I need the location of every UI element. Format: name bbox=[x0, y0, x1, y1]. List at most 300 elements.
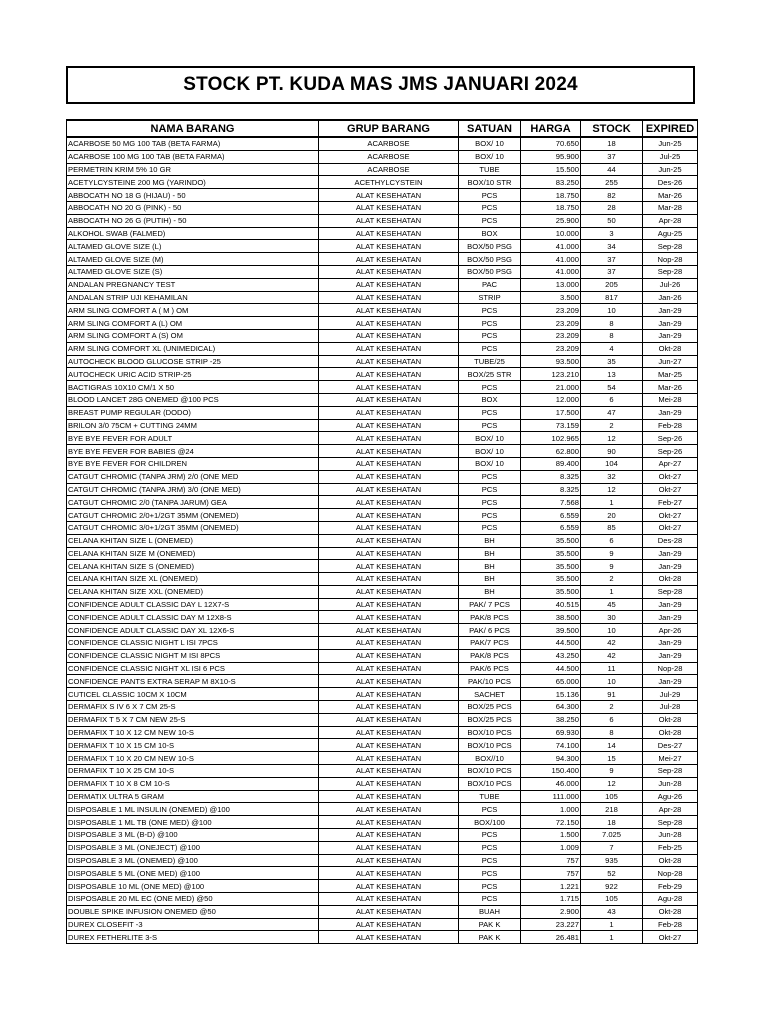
cell-expired: Jun-27 bbox=[643, 355, 698, 368]
cell-stock: 14 bbox=[581, 739, 643, 752]
cell-harga: 95.900 bbox=[521, 150, 581, 163]
cell-expired: Jul-29 bbox=[643, 688, 698, 701]
table-row bbox=[67, 534, 698, 547]
cell-nama-barang: CONFIDENCE PANTS EXTRA SERAP M 8X10-S bbox=[67, 675, 319, 688]
cell-stock: 3 bbox=[581, 227, 643, 240]
table-row bbox=[67, 918, 698, 931]
cell-expired: Mar-28 bbox=[643, 201, 698, 214]
cell-harga: 35.500 bbox=[521, 573, 581, 586]
cell-expired: Apr-27 bbox=[643, 457, 698, 470]
cell-stock: 20 bbox=[581, 509, 643, 522]
cell-stock: 2 bbox=[581, 701, 643, 714]
cell-harga: 89.400 bbox=[521, 457, 581, 470]
cell-nama-barang: ALTAMED GLOVE SIZE (M) bbox=[67, 253, 319, 266]
cell-harga: 35.500 bbox=[521, 547, 581, 560]
cell-stock: 37 bbox=[581, 265, 643, 278]
cell-harga: 72.150 bbox=[521, 816, 581, 829]
cell-grup-barang: ALAT KESEHATAN bbox=[319, 445, 459, 458]
table-row bbox=[67, 893, 698, 906]
cell-nama-barang: DERMAFIX T 10 X 15 CM 10-S bbox=[67, 739, 319, 752]
cell-stock: 47 bbox=[581, 406, 643, 419]
table-row bbox=[67, 816, 698, 829]
cell-expired: Sep-28 bbox=[643, 265, 698, 278]
cell-nama-barang: CELANA KHITAN SIZE XXL (ONEMED) bbox=[67, 585, 319, 598]
cell-grup-barang: ALAT KESEHATAN bbox=[319, 688, 459, 701]
cell-grup-barang: ALAT KESEHATAN bbox=[319, 662, 459, 675]
cell-grup-barang: ALAT KESEHATAN bbox=[319, 739, 459, 752]
table-row bbox=[67, 931, 698, 944]
cell-satuan: PAC bbox=[459, 278, 521, 291]
cell-grup-barang: ALAT KESEHATAN bbox=[319, 368, 459, 381]
cell-harga: 23.227 bbox=[521, 918, 581, 931]
cell-stock: 8 bbox=[581, 329, 643, 342]
cell-satuan: TUBE bbox=[459, 163, 521, 176]
cell-satuan: BOX/50 PSG bbox=[459, 265, 521, 278]
cell-harga: 44.500 bbox=[521, 662, 581, 675]
cell-harga: 38.500 bbox=[521, 611, 581, 624]
table-row bbox=[67, 547, 698, 560]
cell-grup-barang: ACARBOSE bbox=[319, 137, 459, 150]
cell-nama-barang: PERMETRIN KRIM 5% 10 GR bbox=[67, 163, 319, 176]
cell-stock: 34 bbox=[581, 240, 643, 253]
cell-grup-barang: ALAT KESEHATAN bbox=[319, 265, 459, 278]
cell-grup-barang: ALAT KESEHATAN bbox=[319, 483, 459, 496]
cell-expired: Sep-26 bbox=[643, 445, 698, 458]
cell-grup-barang: ALAT KESEHATAN bbox=[319, 854, 459, 867]
table-row bbox=[67, 829, 698, 842]
table-row bbox=[67, 637, 698, 650]
cell-expired: Okt-28 bbox=[643, 854, 698, 867]
cell-grup-barang: ALAT KESEHATAN bbox=[319, 585, 459, 598]
cell-grup-barang: ALAT KESEHATAN bbox=[319, 765, 459, 778]
cell-grup-barang: ALAT KESEHATAN bbox=[319, 752, 459, 765]
cell-grup-barang: ALAT KESEHATAN bbox=[319, 457, 459, 470]
cell-satuan: BH bbox=[459, 534, 521, 547]
cell-expired: Jun-28 bbox=[643, 777, 698, 790]
table-row bbox=[67, 598, 698, 611]
cell-expired: Des-28 bbox=[643, 534, 698, 547]
cell-satuan: PCS bbox=[459, 201, 521, 214]
cell-grup-barang: ALAT KESEHATAN bbox=[319, 611, 459, 624]
cell-nama-barang: ANDALAN PREGNANCY TEST bbox=[67, 278, 319, 291]
table-row bbox=[67, 841, 698, 854]
cell-grup-barang: ALAT KESEHATAN bbox=[319, 534, 459, 547]
cell-expired: Mei-27 bbox=[643, 752, 698, 765]
table-row bbox=[67, 406, 698, 419]
cell-expired: Jan-29 bbox=[643, 637, 698, 650]
cell-satuan: PAK/ 6 PCS bbox=[459, 624, 521, 637]
cell-satuan: PCS bbox=[459, 406, 521, 419]
cell-grup-barang: ALAT KESEHATAN bbox=[319, 918, 459, 931]
cell-satuan: PCS bbox=[459, 470, 521, 483]
cell-satuan: BOX/25 PCS bbox=[459, 701, 521, 714]
cell-satuan: PCS bbox=[459, 509, 521, 522]
cell-grup-barang: ALAT KESEHATAN bbox=[319, 880, 459, 893]
cell-harga: 65.000 bbox=[521, 675, 581, 688]
table-row bbox=[67, 739, 698, 752]
table-row bbox=[67, 573, 698, 586]
cell-nama-barang: DERMATIX ULTRA 5 GRAM bbox=[67, 790, 319, 803]
table-row bbox=[67, 253, 698, 266]
cell-nama-barang: DISPOSABLE 3 ML (ONEJECT) @100 bbox=[67, 841, 319, 854]
cell-harga: 74.100 bbox=[521, 739, 581, 752]
cell-nama-barang: DISPOSABLE 1 ML TB (ONE MED) @100 bbox=[67, 816, 319, 829]
cell-nama-barang: DISPOSABLE 5 ML (ONE MED) @100 bbox=[67, 867, 319, 880]
cell-satuan: PCS bbox=[459, 381, 521, 394]
cell-expired: Okt-27 bbox=[643, 521, 698, 534]
cell-satuan: PCS bbox=[459, 214, 521, 227]
table-row bbox=[67, 726, 698, 739]
cell-stock: 10 bbox=[581, 675, 643, 688]
cell-nama-barang: DISPOSABLE 10 ML (ONE MED) @100 bbox=[67, 880, 319, 893]
cell-expired: Jan-29 bbox=[643, 329, 698, 342]
cell-grup-barang: ALAT KESEHATAN bbox=[319, 803, 459, 816]
cell-harga: 35.500 bbox=[521, 560, 581, 573]
cell-satuan: BOX/10 PCS bbox=[459, 765, 521, 778]
cell-nama-barang: ANDALAN STRIP UJI KEHAMILAN bbox=[67, 291, 319, 304]
cell-grup-barang: ALAT KESEHATAN bbox=[319, 214, 459, 227]
cell-grup-barang: ALAT KESEHATAN bbox=[319, 547, 459, 560]
table-row bbox=[67, 662, 698, 675]
cell-grup-barang: ALAT KESEHATAN bbox=[319, 470, 459, 483]
cell-satuan: BOX/50 PSG bbox=[459, 253, 521, 266]
cell-nama-barang: CATGUT CHROMIC 3/0+1/2GT 35MM (ONEMED) bbox=[67, 521, 319, 534]
cell-satuan: PAK/ 7 PCS bbox=[459, 598, 521, 611]
cell-nama-barang: CONFIDENCE CLASSIC NIGHT M ISI 8PCS bbox=[67, 649, 319, 662]
table-row bbox=[67, 560, 698, 573]
cell-satuan: PAK/10 PCS bbox=[459, 675, 521, 688]
table-row bbox=[67, 752, 698, 765]
cell-stock: 8 bbox=[581, 726, 643, 739]
cell-satuan: BH bbox=[459, 585, 521, 598]
cell-harga: 64.300 bbox=[521, 701, 581, 714]
cell-nama-barang: ARM SLING COMFORT A (S) OM bbox=[67, 329, 319, 342]
cell-nama-barang: CELANA KHITAN SIZE L (ONEMED) bbox=[67, 534, 319, 547]
cell-stock: 28 bbox=[581, 201, 643, 214]
cell-grup-barang: ALAT KESEHATAN bbox=[319, 355, 459, 368]
cell-satuan: PCS bbox=[459, 893, 521, 906]
cell-expired: Okt-28 bbox=[643, 905, 698, 918]
cell-satuan: PAK K bbox=[459, 918, 521, 931]
cell-nama-barang: CONFIDENCE ADULT CLASSIC DAY M 12X8-S bbox=[67, 611, 319, 624]
cell-grup-barang: ALAT KESEHATAN bbox=[319, 201, 459, 214]
cell-nama-barang: BYE BYE FEVER FOR CHILDREN bbox=[67, 457, 319, 470]
cell-stock: 12 bbox=[581, 432, 643, 445]
cell-nama-barang: CATGUT CHROMIC 2/0 (TANPA JARUM) GEA bbox=[67, 496, 319, 509]
cell-satuan: TUBE/25 bbox=[459, 355, 521, 368]
cell-grup-barang: ALAT KESEHATAN bbox=[319, 393, 459, 406]
cell-grup-barang: ALAT KESEHATAN bbox=[319, 560, 459, 573]
table-row bbox=[67, 496, 698, 509]
cell-nama-barang: DERMAFIX T 5 X 7 CM NEW 25-S bbox=[67, 713, 319, 726]
table-row bbox=[67, 585, 698, 598]
cell-satuan: BOX bbox=[459, 227, 521, 240]
cell-harga: 1.500 bbox=[521, 829, 581, 842]
cell-stock: 90 bbox=[581, 445, 643, 458]
cell-satuan: PCS bbox=[459, 829, 521, 842]
table-row bbox=[67, 342, 698, 355]
cell-expired: Apr-28 bbox=[643, 214, 698, 227]
cell-expired: Okt-28 bbox=[643, 573, 698, 586]
cell-nama-barang: DOUBLE SPIKE INFUSION ONEMED @50 bbox=[67, 905, 319, 918]
cell-nama-barang: AUTOCHECK URIC ACID STRIP-25 bbox=[67, 368, 319, 381]
cell-expired: Des-27 bbox=[643, 739, 698, 752]
table-row bbox=[67, 291, 698, 304]
table-row bbox=[67, 368, 698, 381]
cell-stock: 1 bbox=[581, 918, 643, 931]
cell-expired: Okt-28 bbox=[643, 726, 698, 739]
cell-nama-barang: DUREX CLOSEFIT -3 bbox=[67, 918, 319, 931]
table-row bbox=[67, 432, 698, 445]
cell-expired: Agu-26 bbox=[643, 790, 698, 803]
cell-nama-barang: DISPOSABLE 3 ML (B-D) @100 bbox=[67, 829, 319, 842]
cell-grup-barang: ALAT KESEHATAN bbox=[319, 304, 459, 317]
cell-satuan: BOX/ 10 bbox=[459, 150, 521, 163]
cell-harga: 8.325 bbox=[521, 470, 581, 483]
cell-expired: Mei-28 bbox=[643, 393, 698, 406]
cell-nama-barang: DERMAFIX T 10 X 25 CM 10-S bbox=[67, 765, 319, 778]
cell-satuan: PCS bbox=[459, 867, 521, 880]
cell-grup-barang: ALAT KESEHATAN bbox=[319, 675, 459, 688]
cell-satuan: PAK/8 PCS bbox=[459, 611, 521, 624]
cell-nama-barang: CELANA KHITAN SIZE M (ONEMED) bbox=[67, 547, 319, 560]
cell-harga: 40.515 bbox=[521, 598, 581, 611]
cell-expired: Jun-25 bbox=[643, 163, 698, 176]
cell-expired: Jan-29 bbox=[643, 598, 698, 611]
cell-harga: 26.481 bbox=[521, 931, 581, 944]
table-row bbox=[67, 713, 698, 726]
cell-nama-barang: DISPOSABLE 3 ML (ONEMED) @100 bbox=[67, 854, 319, 867]
table-row bbox=[67, 854, 698, 867]
cell-satuan: PCS bbox=[459, 841, 521, 854]
cell-satuan: SACHET bbox=[459, 688, 521, 701]
cell-stock: 10 bbox=[581, 304, 643, 317]
cell-stock: 45 bbox=[581, 598, 643, 611]
cell-nama-barang: BYE BYE FEVER FOR BABIES @24 bbox=[67, 445, 319, 458]
cell-nama-barang: DERMAFIX T 10 X 8 CM 10-S bbox=[67, 777, 319, 790]
cell-satuan: PCS bbox=[459, 342, 521, 355]
cell-stock: 104 bbox=[581, 457, 643, 470]
cell-satuan: BH bbox=[459, 547, 521, 560]
cell-harga: 41.000 bbox=[521, 265, 581, 278]
cell-stock: 54 bbox=[581, 381, 643, 394]
cell-grup-barang: ALAT KESEHATAN bbox=[319, 329, 459, 342]
cell-satuan: BOX/10 PCS bbox=[459, 777, 521, 790]
table-row bbox=[67, 803, 698, 816]
cell-grup-barang: ALAT KESEHATAN bbox=[319, 189, 459, 202]
cell-harga: 73.159 bbox=[521, 419, 581, 432]
cell-expired: Sep-28 bbox=[643, 585, 698, 598]
cell-stock: 15 bbox=[581, 752, 643, 765]
cell-harga: 123.210 bbox=[521, 368, 581, 381]
cell-harga: 23.209 bbox=[521, 304, 581, 317]
cell-nama-barang: ACARBOSE 100 MG 100 TAB (BETA FARMA) bbox=[67, 150, 319, 163]
cell-satuan: PAK/6 PCS bbox=[459, 662, 521, 675]
cell-nama-barang: CATGUT CHROMIC (TANPA JRM) 3/0 (ONE MED) bbox=[67, 483, 319, 496]
cell-nama-barang: ALTAMED GLOVE SIZE (S) bbox=[67, 265, 319, 278]
cell-harga: 6.559 bbox=[521, 521, 581, 534]
cell-harga: 93.500 bbox=[521, 355, 581, 368]
cell-harga: 13.000 bbox=[521, 278, 581, 291]
cell-nama-barang: ALTAMED GLOVE SIZE (L) bbox=[67, 240, 319, 253]
cell-nama-barang: CONFIDENCE CLASSIC NIGHT L ISI 7PCS bbox=[67, 637, 319, 650]
cell-nama-barang: BRILON 3/0 75CM + CUTTING 24MM bbox=[67, 419, 319, 432]
cell-grup-barang: ACARBOSE bbox=[319, 150, 459, 163]
header-harga: HARGA bbox=[521, 120, 581, 137]
cell-expired: Okt-28 bbox=[643, 713, 698, 726]
table-row bbox=[67, 355, 698, 368]
cell-harga: 18.750 bbox=[521, 189, 581, 202]
cell-expired: Sep-28 bbox=[643, 240, 698, 253]
cell-stock: 2 bbox=[581, 573, 643, 586]
cell-stock: 37 bbox=[581, 150, 643, 163]
cell-expired: Jun-28 bbox=[643, 829, 698, 842]
cell-stock: 12 bbox=[581, 777, 643, 790]
cell-satuan: PCS bbox=[459, 329, 521, 342]
table-row bbox=[67, 624, 698, 637]
cell-satuan: PCS bbox=[459, 317, 521, 330]
cell-stock: 30 bbox=[581, 611, 643, 624]
cell-stock: 52 bbox=[581, 867, 643, 880]
table-row bbox=[67, 649, 698, 662]
cell-expired: Okt-27 bbox=[643, 931, 698, 944]
cell-stock: 2 bbox=[581, 419, 643, 432]
cell-grup-barang: ALAT KESEHATAN bbox=[319, 381, 459, 394]
cell-satuan: BOX/10 PCS bbox=[459, 739, 521, 752]
cell-stock: 1 bbox=[581, 496, 643, 509]
cell-harga: 6.559 bbox=[521, 509, 581, 522]
cell-satuan: BH bbox=[459, 560, 521, 573]
cell-stock: 32 bbox=[581, 470, 643, 483]
cell-satuan: BOX/10 STR bbox=[459, 176, 521, 189]
cell-expired: Jan-29 bbox=[643, 317, 698, 330]
cell-harga: 62.800 bbox=[521, 445, 581, 458]
cell-expired: Mar-26 bbox=[643, 189, 698, 202]
cell-satuan: PCS bbox=[459, 880, 521, 893]
cell-grup-barang: ALAT KESEHATAN bbox=[319, 816, 459, 829]
cell-expired: Mar-26 bbox=[643, 381, 698, 394]
cell-grup-barang: ACETHYLCYSTEIN bbox=[319, 176, 459, 189]
cell-harga: 25.900 bbox=[521, 214, 581, 227]
cell-expired: Jan-26 bbox=[643, 291, 698, 304]
table-row bbox=[67, 393, 698, 406]
table-row bbox=[67, 867, 698, 880]
cell-expired: Okt-27 bbox=[643, 470, 698, 483]
table-row bbox=[67, 304, 698, 317]
cell-expired: Jan-29 bbox=[643, 406, 698, 419]
cell-satuan: PAK K bbox=[459, 931, 521, 944]
cell-stock: 1 bbox=[581, 931, 643, 944]
cell-stock: 8 bbox=[581, 317, 643, 330]
cell-nama-barang: DUREX FETHERLITE 3-S bbox=[67, 931, 319, 944]
cell-expired: Agu-25 bbox=[643, 227, 698, 240]
cell-harga: 102.965 bbox=[521, 432, 581, 445]
cell-harga: 17.500 bbox=[521, 406, 581, 419]
cell-harga: 35.500 bbox=[521, 534, 581, 547]
cell-stock: 85 bbox=[581, 521, 643, 534]
cell-expired: Feb-28 bbox=[643, 419, 698, 432]
cell-nama-barang: ARM SLING COMFORT A ( M ) OM bbox=[67, 304, 319, 317]
cell-harga: 18.750 bbox=[521, 201, 581, 214]
cell-grup-barang: ALAT KESEHATAN bbox=[319, 790, 459, 803]
cell-harga: 1.000 bbox=[521, 803, 581, 816]
cell-expired: Feb-28 bbox=[643, 918, 698, 931]
cell-harga: 757 bbox=[521, 867, 581, 880]
cell-grup-barang: ALAT KESEHATAN bbox=[319, 253, 459, 266]
cell-harga: 15.500 bbox=[521, 163, 581, 176]
cell-harga: 23.209 bbox=[521, 317, 581, 330]
cell-satuan: PCS bbox=[459, 521, 521, 534]
table-row bbox=[67, 163, 698, 176]
table-row bbox=[67, 905, 698, 918]
cell-satuan: BUAH bbox=[459, 905, 521, 918]
cell-satuan: PCS bbox=[459, 189, 521, 202]
cell-grup-barang: ALAT KESEHATAN bbox=[319, 291, 459, 304]
cell-stock: 6 bbox=[581, 713, 643, 726]
cell-harga: 44.500 bbox=[521, 637, 581, 650]
cell-stock: 9 bbox=[581, 560, 643, 573]
cell-expired: Nop-28 bbox=[643, 253, 698, 266]
cell-grup-barang: ALAT KESEHATAN bbox=[319, 573, 459, 586]
table-row bbox=[67, 227, 698, 240]
cell-stock: 82 bbox=[581, 189, 643, 202]
cell-expired: Jan-29 bbox=[643, 560, 698, 573]
table-row bbox=[67, 765, 698, 778]
table-row bbox=[67, 214, 698, 227]
table-row bbox=[67, 150, 698, 163]
cell-harga: 2.900 bbox=[521, 905, 581, 918]
cell-expired: Jul-28 bbox=[643, 701, 698, 714]
cell-grup-barang: ALAT KESEHATAN bbox=[319, 841, 459, 854]
cell-satuan: PAK/8 PCS bbox=[459, 649, 521, 662]
cell-nama-barang: DISPOSABLE 1 ML INSULIN (ONEMED) @100 bbox=[67, 803, 319, 816]
cell-grup-barang: ALAT KESEHATAN bbox=[319, 829, 459, 842]
cell-grup-barang: ALAT KESEHATAN bbox=[319, 521, 459, 534]
cell-stock: 91 bbox=[581, 688, 643, 701]
cell-expired: Sep-26 bbox=[643, 432, 698, 445]
cell-harga: 35.500 bbox=[521, 585, 581, 598]
table-row bbox=[67, 240, 698, 253]
cell-grup-barang: ALAT KESEHATAN bbox=[319, 701, 459, 714]
cell-nama-barang: CONFIDENCE CLASSIC NIGHT XL ISI 6 PCS bbox=[67, 662, 319, 675]
cell-satuan: BH bbox=[459, 573, 521, 586]
cell-grup-barang: ACARBOSE bbox=[319, 163, 459, 176]
cell-grup-barang: ALAT KESEHATAN bbox=[319, 432, 459, 445]
cell-expired: Sep-28 bbox=[643, 765, 698, 778]
cell-expired: Feb-29 bbox=[643, 880, 698, 893]
cell-stock: 218 bbox=[581, 803, 643, 816]
cell-expired: Mar-25 bbox=[643, 368, 698, 381]
cell-grup-barang: ALAT KESEHATAN bbox=[319, 637, 459, 650]
cell-nama-barang: CUTICEL CLASSIC 10CM X 10CM bbox=[67, 688, 319, 701]
cell-harga: 1.715 bbox=[521, 893, 581, 906]
table-row bbox=[67, 880, 698, 893]
cell-grup-barang: ALAT KESEHATAN bbox=[319, 342, 459, 355]
cell-nama-barang: ARM SLING COMFORT A (L) OM bbox=[67, 317, 319, 330]
cell-nama-barang: BACTIGRAS 10X10 CM/1 X 50 bbox=[67, 381, 319, 394]
cell-nama-barang: ABBOCATH NO 20 G (PINK) - 50 bbox=[67, 201, 319, 214]
header-expired: EXPIRED bbox=[643, 120, 698, 137]
cell-satuan: PCS bbox=[459, 854, 521, 867]
cell-stock: 9 bbox=[581, 765, 643, 778]
cell-grup-barang: ALAT KESEHATAN bbox=[319, 406, 459, 419]
cell-stock: 4 bbox=[581, 342, 643, 355]
cell-harga: 69.930 bbox=[521, 726, 581, 739]
cell-expired: Okt-27 bbox=[643, 483, 698, 496]
cell-expired: Jan-29 bbox=[643, 675, 698, 688]
cell-satuan: BOX/ 10 bbox=[459, 137, 521, 150]
cell-satuan: BOX//10 bbox=[459, 752, 521, 765]
